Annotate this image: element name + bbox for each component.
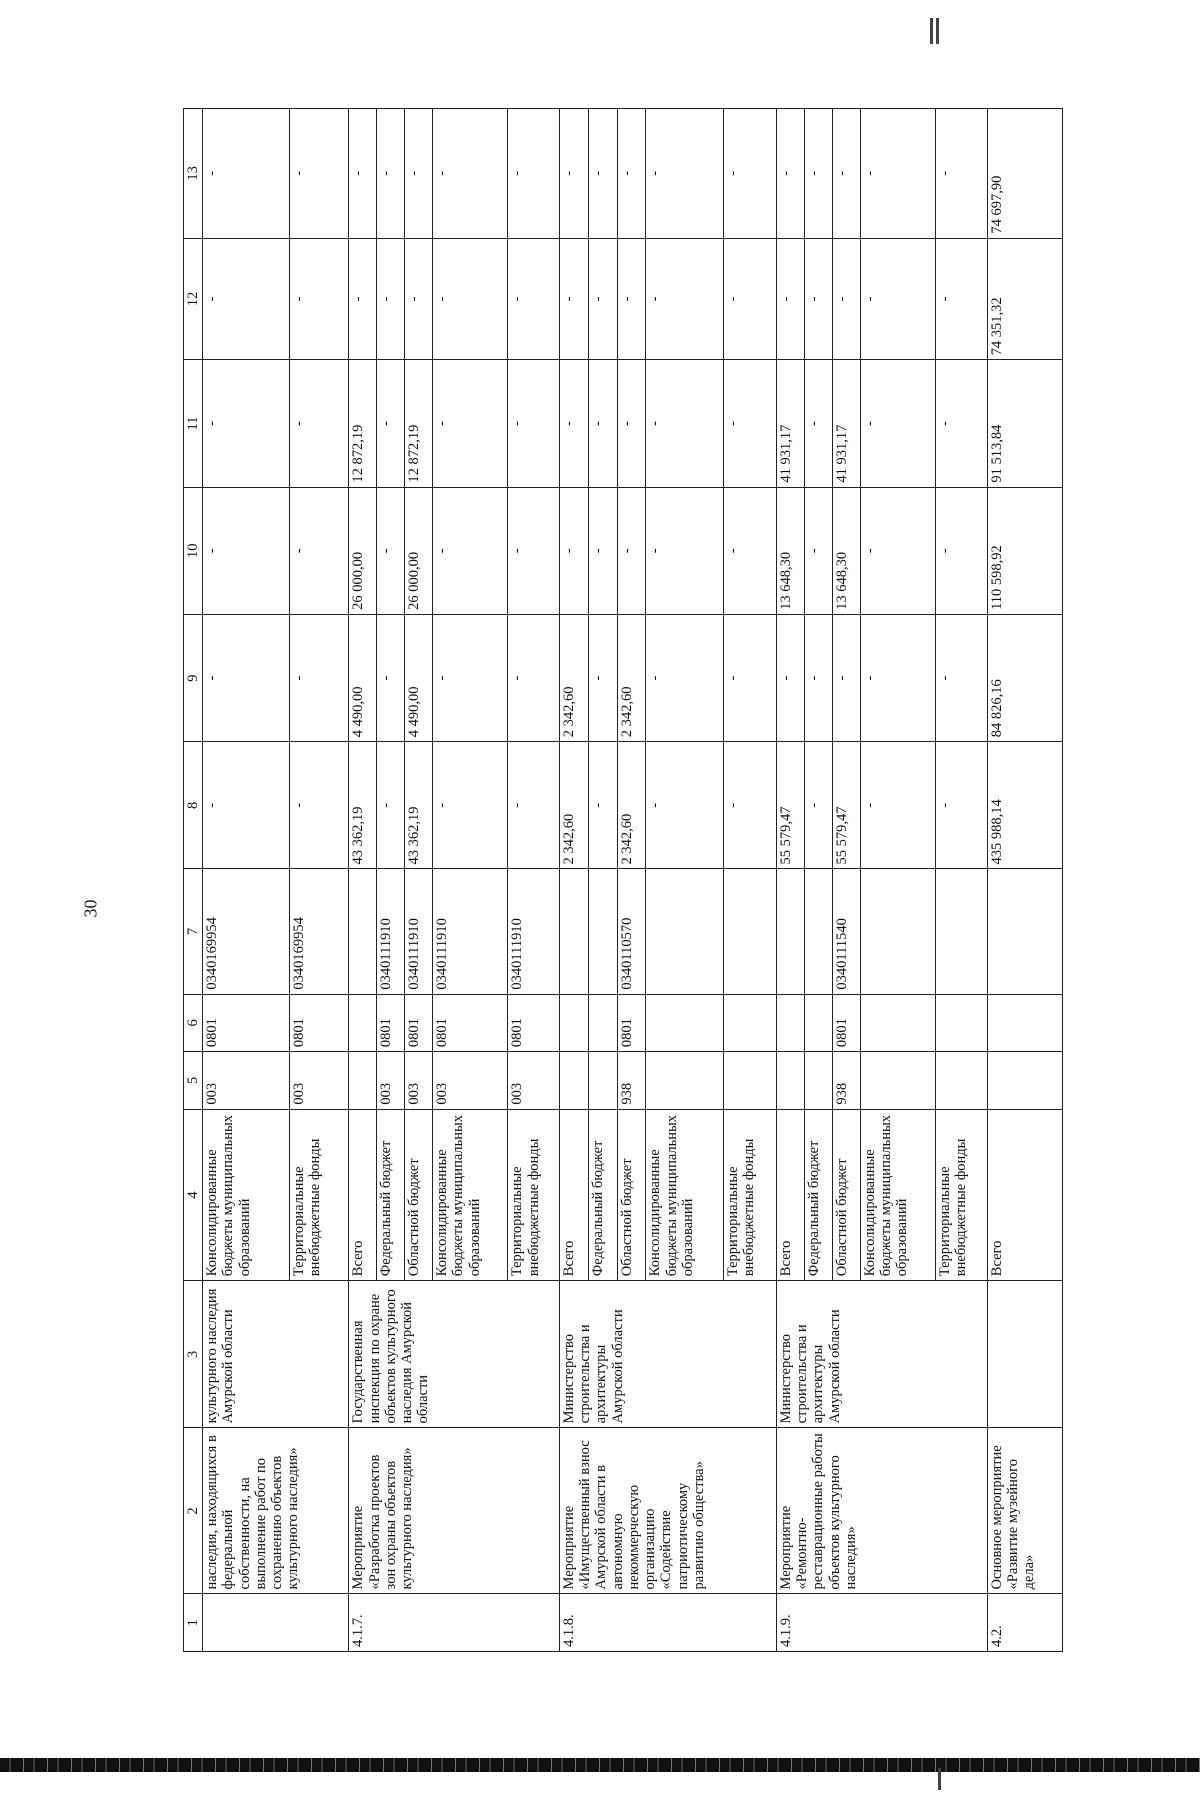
funding-source: Областной бюджет	[832, 1109, 860, 1281]
section-code	[560, 994, 589, 1052]
funding-source: Всего	[776, 1109, 804, 1281]
grbs-code: 003	[203, 1052, 290, 1110]
year-value: -	[203, 487, 290, 614]
total-value: -	[804, 742, 832, 869]
year-value: -	[588, 360, 617, 487]
year-value: -	[203, 360, 290, 487]
target-article: 0340111540	[832, 869, 860, 994]
target-article	[560, 869, 589, 994]
year-value: -	[289, 360, 348, 487]
total-value: 2 342,60	[617, 742, 646, 869]
section-code	[723, 994, 776, 1052]
year-value: -	[646, 238, 723, 360]
total-value: -	[508, 742, 560, 869]
year-value: -	[560, 360, 589, 487]
target-article: 0340169954	[289, 869, 348, 994]
year-value: -	[936, 614, 988, 741]
header-cell: 10	[184, 487, 203, 614]
funding-source: Консолидированные бюджеты муниципальных образований	[860, 1109, 935, 1281]
grbs-code: 003	[289, 1052, 348, 1110]
section-code	[776, 994, 804, 1052]
year-value: -	[723, 487, 776, 614]
target-article: 0340111910	[377, 869, 405, 994]
section-code: 0801	[433, 994, 508, 1052]
grbs-code	[646, 1052, 723, 1110]
rotated-table-wrapper	[183, 108, 1063, 1652]
grbs-code	[349, 1052, 377, 1110]
year-value: -	[289, 109, 348, 239]
grbs-code	[860, 1052, 935, 1110]
year-value: -	[508, 487, 560, 614]
funding-source: Федеральный бюджет	[804, 1109, 832, 1281]
funding-source: Федеральный бюджет	[588, 1109, 617, 1281]
year-value: -	[289, 238, 348, 360]
section-code	[349, 994, 377, 1052]
year-value: -	[832, 109, 860, 239]
table-row	[987, 109, 1062, 1652]
responsible-executor: Государственная инспекция по охране объектов культурного наследия Амурской области	[349, 1281, 560, 1428]
year-value: -	[646, 360, 723, 487]
total-value: -	[860, 742, 935, 869]
funding-source: Федеральный бюджет	[377, 1109, 405, 1281]
section-code: 0801	[617, 994, 646, 1052]
year-value: -	[723, 614, 776, 741]
year-value: -	[860, 109, 935, 239]
year-value: -	[804, 487, 832, 614]
item-number: 4.1.8.	[560, 1594, 777, 1652]
measure-name: Основное мероприятие «Развитие музейного дела»	[987, 1428, 1062, 1594]
funding-source: Территориальные внебюджетные фонды	[508, 1109, 560, 1281]
grbs-code	[804, 1052, 832, 1110]
target-article	[349, 869, 377, 994]
target-article	[804, 869, 832, 994]
header-cell: 11	[184, 360, 203, 487]
year-value: 13 648,30	[776, 487, 804, 614]
measure-name: наследия, находящихся в федеральной собственности, на выполнение работ по сохранению объектов культурного наследия»	[203, 1428, 349, 1594]
header-cell: 2	[184, 1428, 203, 1594]
table-row	[349, 109, 377, 1652]
year-value: -	[723, 238, 776, 360]
year-value: -	[289, 614, 348, 741]
year-value: -	[860, 360, 935, 487]
section-code	[804, 994, 832, 1052]
year-value: -	[860, 614, 935, 741]
section-code: 0801	[832, 994, 860, 1052]
total-value: -	[203, 742, 290, 869]
year-value: 110 598,92	[987, 487, 1062, 614]
item-number	[203, 1594, 349, 1652]
year-value: -	[508, 238, 560, 360]
year-value: -	[646, 109, 723, 239]
section-code: 0801	[203, 994, 290, 1052]
header-cell: 1	[184, 1594, 203, 1652]
year-value: -	[832, 238, 860, 360]
year-value: 12 872,19	[349, 360, 377, 487]
total-value: -	[723, 742, 776, 869]
target-article: 0340111910	[508, 869, 560, 994]
target-article	[860, 869, 935, 994]
measure-name: Мероприятие «Разработка проектов зон охраны объектов культурного наследия»	[349, 1428, 560, 1594]
year-value: -	[588, 487, 617, 614]
year-value: -	[617, 360, 646, 487]
target-article	[987, 869, 1062, 994]
target-article	[588, 869, 617, 994]
total-value: -	[936, 742, 988, 869]
year-value: -	[588, 614, 617, 741]
year-value: -	[646, 487, 723, 614]
total-value: 2 342,60	[560, 742, 589, 869]
year-value: 74 351,32	[987, 238, 1062, 360]
funding-source: Территориальные внебюджетные фонды	[289, 1109, 348, 1281]
item-number: 4.2.	[987, 1594, 1062, 1652]
header-cell: 3	[184, 1281, 203, 1428]
funding-source: Всего	[987, 1109, 1062, 1281]
total-value: 435 988,14	[987, 742, 1062, 869]
year-value: -	[433, 109, 508, 239]
year-value: -	[860, 487, 935, 614]
year-value: -	[804, 360, 832, 487]
grbs-code	[588, 1052, 617, 1110]
year-value: -	[433, 614, 508, 741]
header-cell: 7	[184, 869, 203, 994]
target-article	[646, 869, 723, 994]
total-value: -	[646, 742, 723, 869]
year-value: -	[508, 614, 560, 741]
year-value: -	[349, 109, 377, 239]
section-code: 0801	[508, 994, 560, 1052]
year-value: -	[203, 109, 290, 239]
grbs-code	[776, 1052, 804, 1110]
total-value: 43 362,19	[405, 742, 433, 869]
year-value: -	[588, 238, 617, 360]
total-value: 55 579,47	[776, 742, 804, 869]
responsible-executor	[987, 1281, 1062, 1428]
table-row	[203, 109, 290, 1652]
year-value: -	[377, 614, 405, 741]
budget-table	[183, 108, 1063, 1652]
item-number: 4.1.7.	[349, 1594, 560, 1652]
year-value: 13 648,30	[832, 487, 860, 614]
year-value: -	[646, 614, 723, 741]
section-code: 0801	[405, 994, 433, 1052]
funding-source: Областной бюджет	[405, 1109, 433, 1281]
year-value: -	[617, 238, 646, 360]
target-article	[723, 869, 776, 994]
total-value: -	[377, 742, 405, 869]
year-value: -	[508, 109, 560, 239]
year-value: -	[860, 238, 935, 360]
year-value: -	[776, 238, 804, 360]
section-code	[646, 994, 723, 1052]
scan-edge-bar	[0, 1758, 1200, 1772]
scan-mark	[938, 1768, 941, 1790]
grbs-code	[723, 1052, 776, 1110]
grbs-code	[560, 1052, 589, 1110]
scan-mark	[936, 18, 939, 44]
year-value: -	[203, 238, 290, 360]
year-value: -	[588, 109, 617, 239]
target-article	[776, 869, 804, 994]
total-value: -	[433, 742, 508, 869]
header-cell: 5	[184, 1052, 203, 1110]
year-value: -	[405, 109, 433, 239]
funding-source: Всего	[560, 1109, 589, 1281]
year-value: -	[776, 109, 804, 239]
year-value: 26 000,00	[349, 487, 377, 614]
measure-name: Мероприятие «Ремонтно-реставрационные работы объектов культурного наследия»	[776, 1428, 987, 1594]
scan-mark	[930, 18, 933, 44]
total-value: 55 579,47	[832, 742, 860, 869]
year-value: 2 342,60	[560, 614, 589, 741]
year-value: -	[723, 360, 776, 487]
year-value: 74 697,90	[987, 109, 1062, 239]
header-cell: 6	[184, 994, 203, 1052]
year-value: -	[203, 614, 290, 741]
funding-source: Консолидированные бюджеты муниципальных образований	[203, 1109, 290, 1281]
target-article: 0340111910	[405, 869, 433, 994]
section-code: 0801	[289, 994, 348, 1052]
header-row	[184, 109, 203, 1652]
year-value: -	[832, 614, 860, 741]
header-cell: 4	[184, 1109, 203, 1281]
year-value: -	[377, 360, 405, 487]
responsible-executor: Министерство строительства и архитектуры Амурской области	[776, 1281, 987, 1428]
year-value: -	[804, 614, 832, 741]
year-value: 4 490,00	[405, 614, 433, 741]
year-value: -	[433, 238, 508, 360]
table-body	[203, 109, 1063, 1652]
year-value: -	[377, 109, 405, 239]
target-article	[936, 869, 988, 994]
grbs-code	[987, 1052, 1062, 1110]
year-value: -	[936, 238, 988, 360]
year-value: -	[617, 109, 646, 239]
year-value: -	[936, 109, 988, 239]
year-value: 2 342,60	[617, 614, 646, 741]
year-value: -	[508, 360, 560, 487]
year-value: 84 826,16	[987, 614, 1062, 741]
grbs-code: 938	[617, 1052, 646, 1110]
year-value: 26 000,00	[405, 487, 433, 614]
year-value: 41 931,17	[776, 360, 804, 487]
funding-source: Территориальные внебюджетные фонды	[936, 1109, 988, 1281]
grbs-code: 003	[433, 1052, 508, 1110]
year-value: -	[560, 487, 589, 614]
funding-source: Всего	[349, 1109, 377, 1281]
header-cell: 12	[184, 238, 203, 360]
year-value: -	[560, 109, 589, 239]
item-number: 4.1.9.	[776, 1594, 987, 1652]
year-value: -	[617, 487, 646, 614]
year-value: -	[776, 614, 804, 741]
funding-source: Территориальные внебюджетные фонды	[723, 1109, 776, 1281]
total-value: -	[289, 742, 348, 869]
grbs-code	[936, 1052, 988, 1110]
grbs-code: 938	[832, 1052, 860, 1110]
header-cell: 13	[184, 109, 203, 239]
year-value: 91 513,84	[987, 360, 1062, 487]
year-value: -	[433, 487, 508, 614]
target-article: 0340169954	[203, 869, 290, 994]
funding-source: Консолидированные бюджеты муниципальных образований	[433, 1109, 508, 1281]
header-cell: 8	[184, 742, 203, 869]
total-value: -	[588, 742, 617, 869]
year-value: -	[723, 109, 776, 239]
measure-name: Мероприятие «Имущественный взнос Амурской области в автономную некоммерческую организацию «Содействие патриотическому развитию общества»	[560, 1428, 777, 1594]
year-value: 4 490,00	[349, 614, 377, 741]
section-code: 0801	[377, 994, 405, 1052]
year-value: 41 931,17	[832, 360, 860, 487]
year-value: 12 872,19	[405, 360, 433, 487]
grbs-code: 003	[508, 1052, 560, 1110]
responsible-executor: Министерство строительства и архитектуры Амурской области	[560, 1281, 777, 1428]
year-value: -	[377, 238, 405, 360]
year-value: -	[804, 109, 832, 239]
section-code	[588, 994, 617, 1052]
year-value: -	[433, 360, 508, 487]
responsible-executor: культурного наследия Амурской области	[203, 1281, 349, 1428]
year-value: -	[405, 238, 433, 360]
funding-source: Консолидированные бюджеты муниципальных образований	[646, 1109, 723, 1281]
table-row	[776, 109, 804, 1652]
section-code	[860, 994, 935, 1052]
total-value: 43 362,19	[349, 742, 377, 869]
section-code	[936, 994, 988, 1052]
year-value: -	[936, 487, 988, 614]
target-article: 0340111910	[433, 869, 508, 994]
year-value: -	[289, 487, 348, 614]
funding-source: Областной бюджет	[617, 1109, 646, 1281]
target-article: 0340110570	[617, 869, 646, 994]
table-row	[560, 109, 589, 1652]
grbs-code: 003	[405, 1052, 433, 1110]
year-value: -	[936, 360, 988, 487]
year-value: -	[560, 238, 589, 360]
year-value: -	[804, 238, 832, 360]
header-cell: 9	[184, 614, 203, 741]
year-value: -	[377, 487, 405, 614]
page-number: 30	[80, 899, 101, 918]
year-value: -	[349, 238, 377, 360]
section-code	[987, 994, 1062, 1052]
grbs-code: 003	[377, 1052, 405, 1110]
